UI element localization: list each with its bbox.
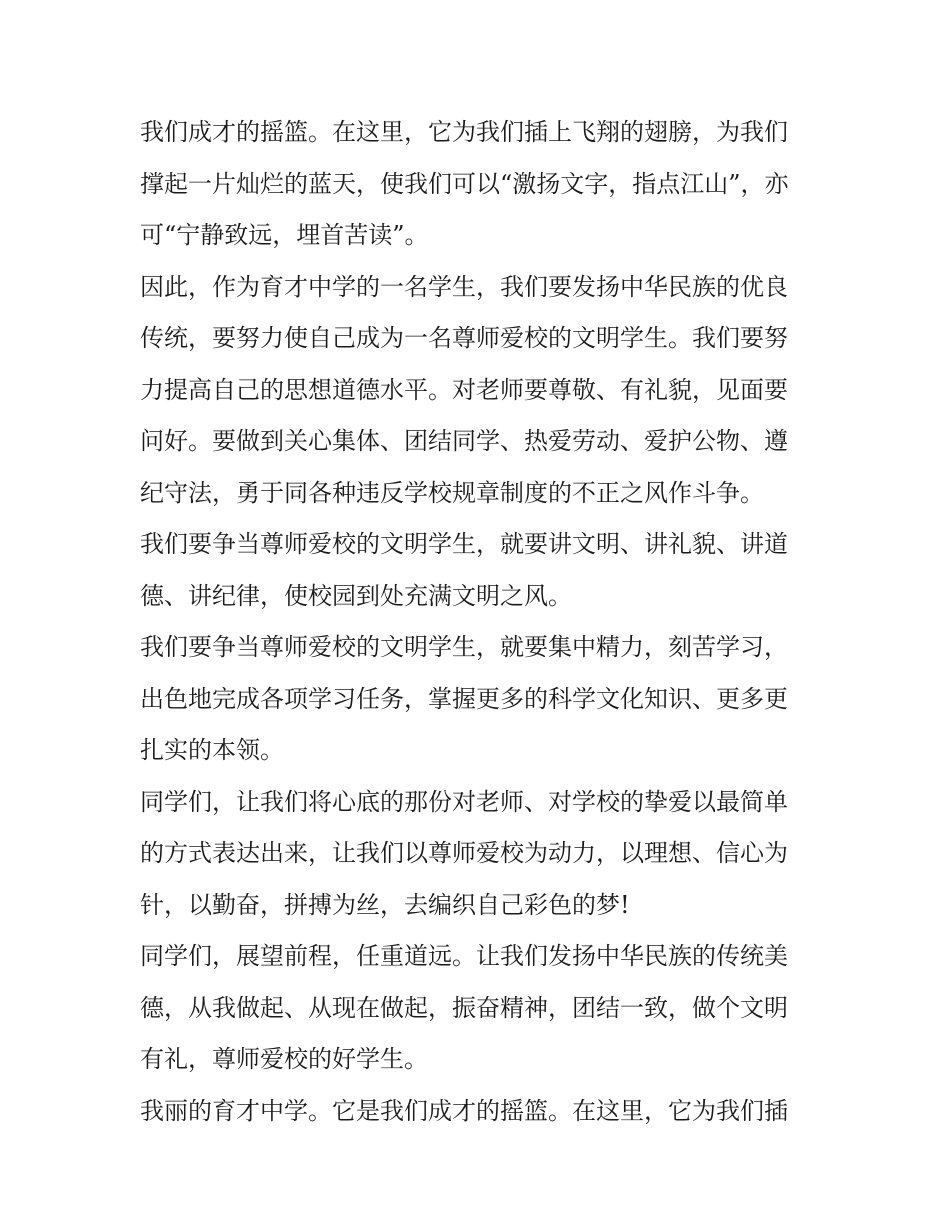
paragraph bbox=[140, 777, 812, 932]
text-line: 纪守法，勇于同各种违反学校规章制度的不正之风作斗争。 bbox=[140, 478, 764, 507]
text-line: 传统，要努力使自己成为一名尊师爱校的文明学生。我们要努 bbox=[140, 324, 788, 352]
paragraph bbox=[140, 1086, 812, 1138]
paragraph bbox=[140, 931, 812, 1086]
text-line: 扎实的本领。 bbox=[140, 736, 284, 764]
text-line: 我们成才的摇篮。在这里，它为我们插上飞翔的翅膀，为我们 bbox=[140, 118, 788, 146]
paragraph bbox=[140, 622, 812, 777]
text-line: 因此，作为育才中学的一名学生，我们要发扬中华民族的优良 bbox=[140, 272, 788, 301]
text-line: 我们要争当尊师爱校的文明学生，就要集中精力，刻苦学习， bbox=[140, 633, 788, 661]
text-line: 同学们，让我们将心底的那份对老师、对学校的挚爱以最简单 bbox=[140, 787, 788, 816]
text-line: 我们要争当尊师爱校的文明学生，就要讲文明、讲礼貌、讲道 bbox=[140, 530, 788, 558]
text-line: 我丽的育才中学。它是我们成才的摇篮。在这里，它为我们插 bbox=[140, 1096, 788, 1125]
text-line: 可“宁静致远，埋首苦读”。 bbox=[140, 221, 429, 249]
text-line: 问好。要做到关心集体、团结同学、热爱劳动、爱护公物、遵 bbox=[140, 427, 788, 455]
text-line: 德、讲纪律，使校园到处充满文明之风。 bbox=[140, 581, 572, 610]
text-line: 的方式表达出来，让我们以尊师爱校为动力，以理想、信心为 bbox=[140, 839, 788, 867]
paragraph bbox=[140, 107, 812, 262]
text-line: 德，从我做起、从现在做起，振奋精神，团结一致，做个文明 bbox=[140, 993, 788, 1022]
text-line: 撑起一片灿烂的蓝天，使我们可以“激扬文字，指点江山”，亦 bbox=[140, 169, 789, 198]
text-line: 出色地完成各项学习任务，掌握更多的科学文化知识、更多更 bbox=[140, 684, 788, 713]
text-line: 有礼，尊师爱校的好学生。 bbox=[140, 1045, 428, 1073]
document-body bbox=[140, 107, 812, 1137]
text-line: 力提高自己的思想道德水平。对老师要尊敬、有礼貌，见面要 bbox=[140, 375, 788, 404]
paragraph bbox=[140, 262, 812, 520]
text-line: 同学们，展望前程，任重道远。让我们发扬中华民族的传统美 bbox=[140, 942, 788, 970]
text-line: 针，以勤奋，拼搏为丝，去编织自己彩色的梦! bbox=[140, 890, 630, 919]
paragraph bbox=[140, 519, 812, 622]
